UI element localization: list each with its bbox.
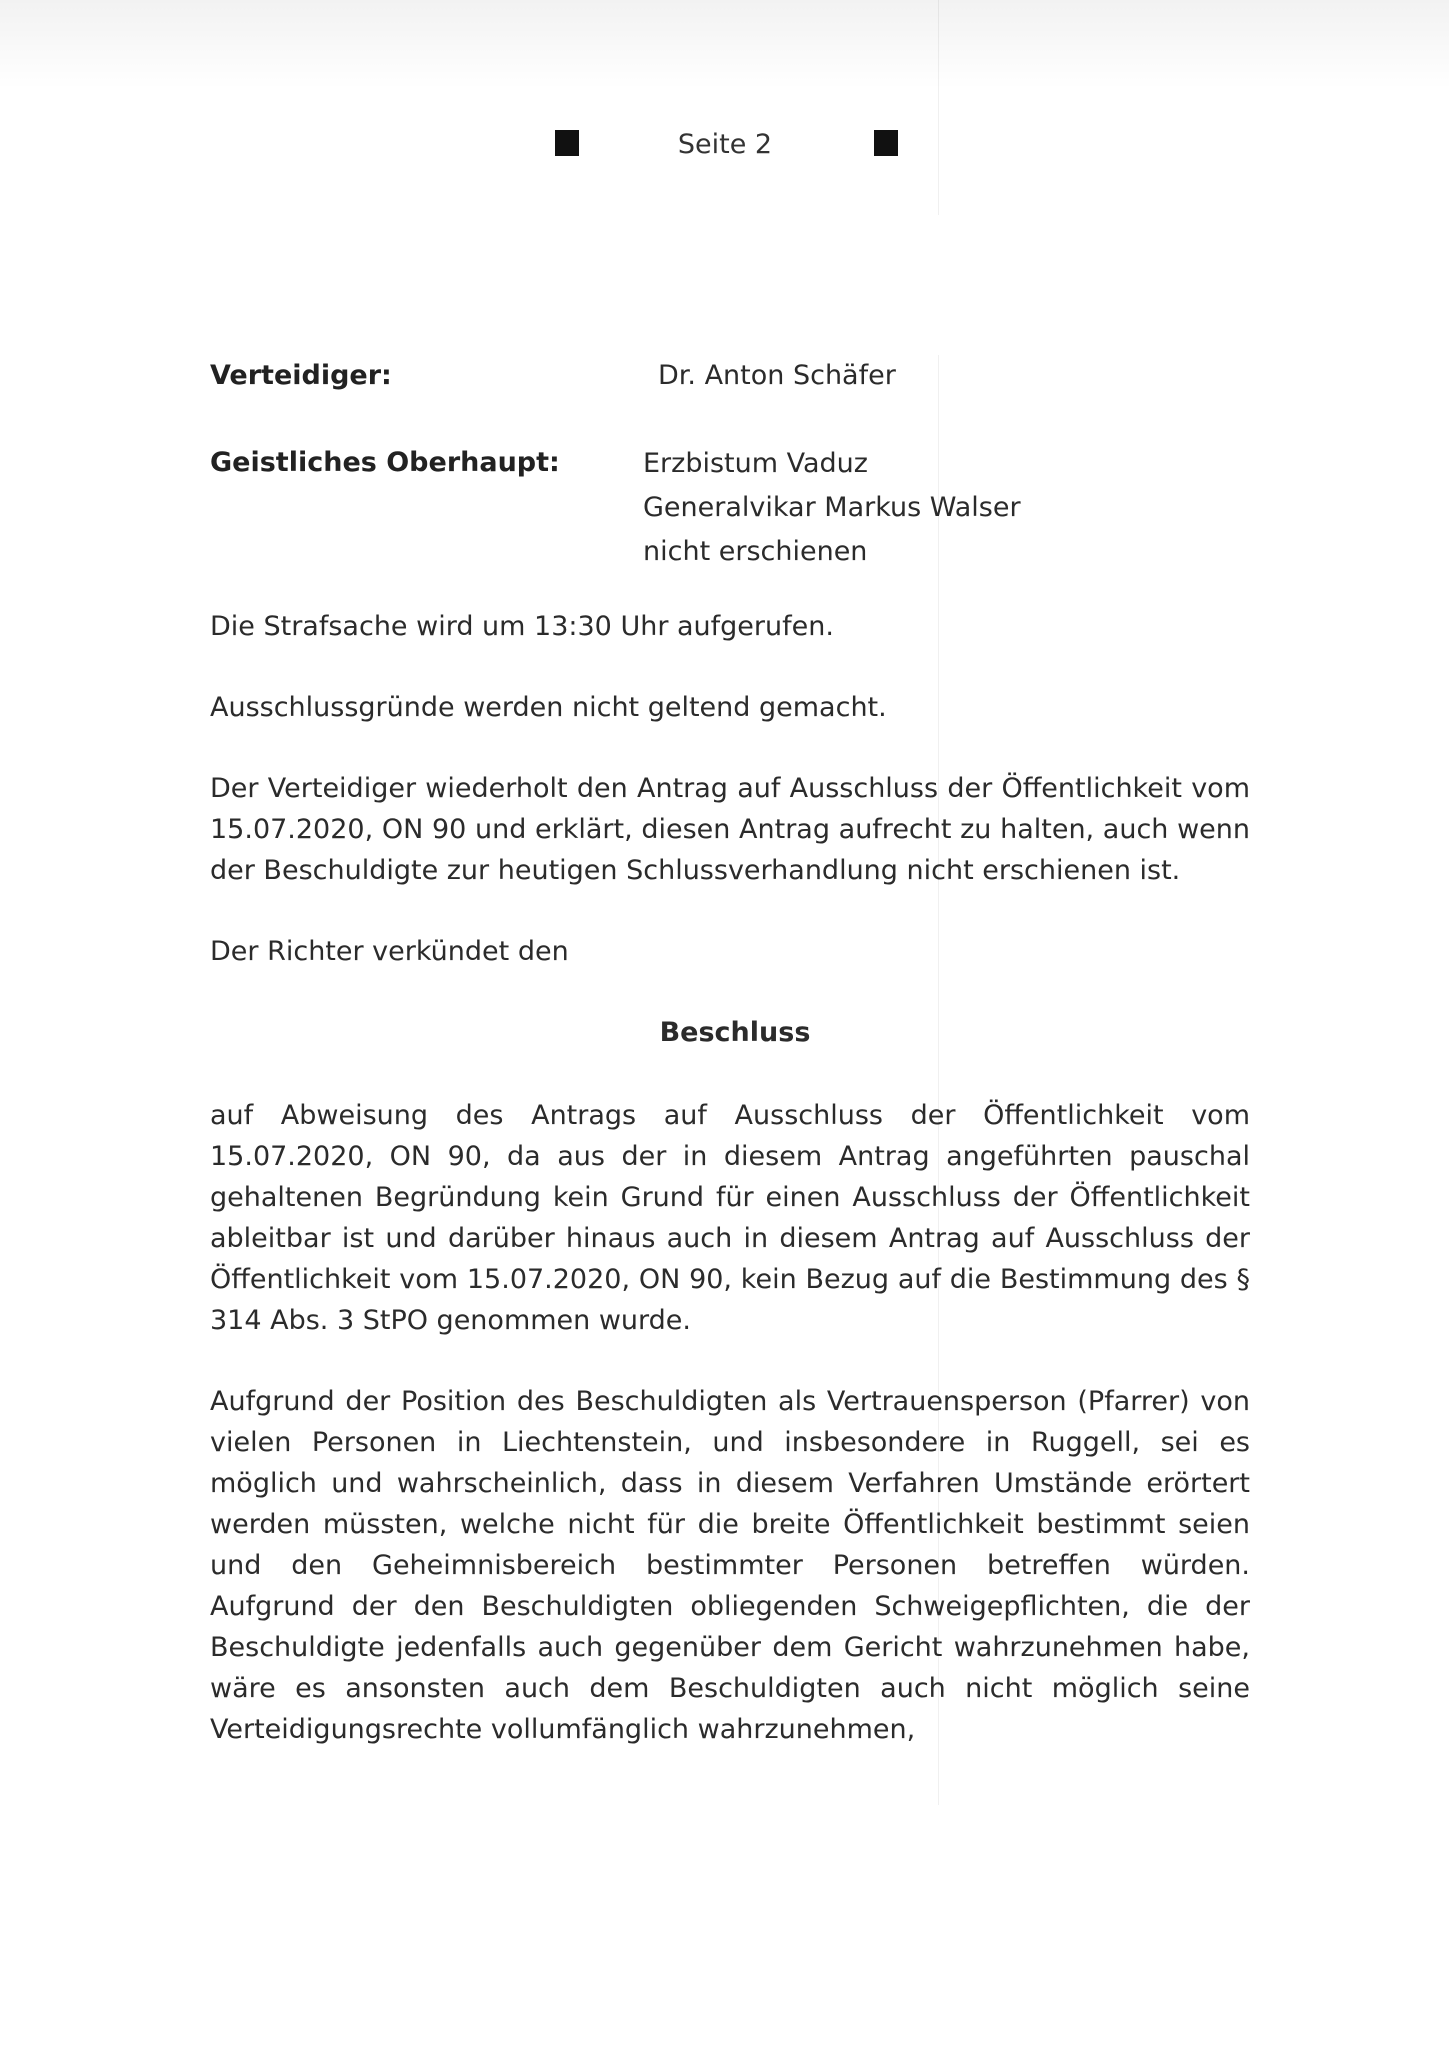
clergy-line: Erzbistum Vaduz (643, 448, 868, 479)
paragraph-decision: auf Abweisung des Antrags auf Ausschluss der Öffentlichkeit vom 15.07.2020, ON 90, da aus der in diesem Antrag angeführten pauschal gehaltenen Begründung kein Grund für einen Ausschluss der Öffentlichkeit ableitbar ist und darüber hinaus auch in diesem Antrag auf Ausschluss der Öffentlichkeit vom 15.07.2020, ON 90, kein Bezug auf die Bestimmung des § 314 Abs. 3 StPO genommen wurde. (210, 1100, 1250, 1336)
paragraph-reasoning: Aufgrund der Position des Beschuldigten als Vertrauensperson (Pfarrer) von vielen Personen in Liechtenstein, und insbesondere in Ruggell, sei es möglich und wahrscheinlich, dass in diesem Verfahren Umstände erörtert werden müssten, welche nicht für die breite Öffentlichkeit bestimmt seien und den Geheimnisbereich bestimmter Personen betreffen würden. Aufgrund der den Beschuldigten obliegenden Schweigepflichten, die der Beschuldigte jedenfalls auch gegenüber dem Gericht wahrzunehmen habe, wäre es ansonsten auch dem Beschuldigten auch nicht möglich seine Verteidigungsrechte vollumfänglich wahrzunehmen, (210, 1386, 1250, 1745)
paragraph-call: Die Strafsache wird um 13:30 Uhr aufgerufen. (210, 611, 834, 642)
paragraph-motion: Der Verteidiger wiederholt den Antrag auf Ausschluss der Öffentlichkeit vom 15.07.2020, ON 90 und erklärt, diesen Antrag aufrecht zu halten, auch wenn der Beschuldigte zur heutigen Schlussverhandlung nicht erschienen ist. (210, 773, 1250, 886)
clergy-row (210, 442, 1250, 574)
scan-shading (0, 0, 1449, 90)
black-square-marker-icon (874, 130, 898, 156)
page-header (0, 128, 1449, 168)
clergy-label: Geistliches Oberhaupt: (210, 447, 560, 478)
clergy-line: nicht erschienen (643, 536, 868, 567)
fold-line (938, 0, 939, 215)
decision-heading: Beschluss (659, 1017, 811, 1048)
black-square-marker-icon (555, 130, 579, 156)
page-number: Seite 2 (677, 129, 773, 160)
clergy-line: Generalvikar Markus Walser (643, 492, 1021, 523)
clergy-details (643, 442, 1250, 574)
defender-name: Dr. Anton Schäfer (658, 360, 896, 391)
paragraph-exclusion-grounds: Ausschlussgründe werden nicht geltend gemacht. (210, 692, 887, 723)
defender-label: Verteidiger: (210, 360, 392, 391)
defender-row (210, 355, 1250, 396)
paragraph-judge: Der Richter verkündet den (210, 936, 569, 967)
document-body (210, 355, 1250, 1790)
